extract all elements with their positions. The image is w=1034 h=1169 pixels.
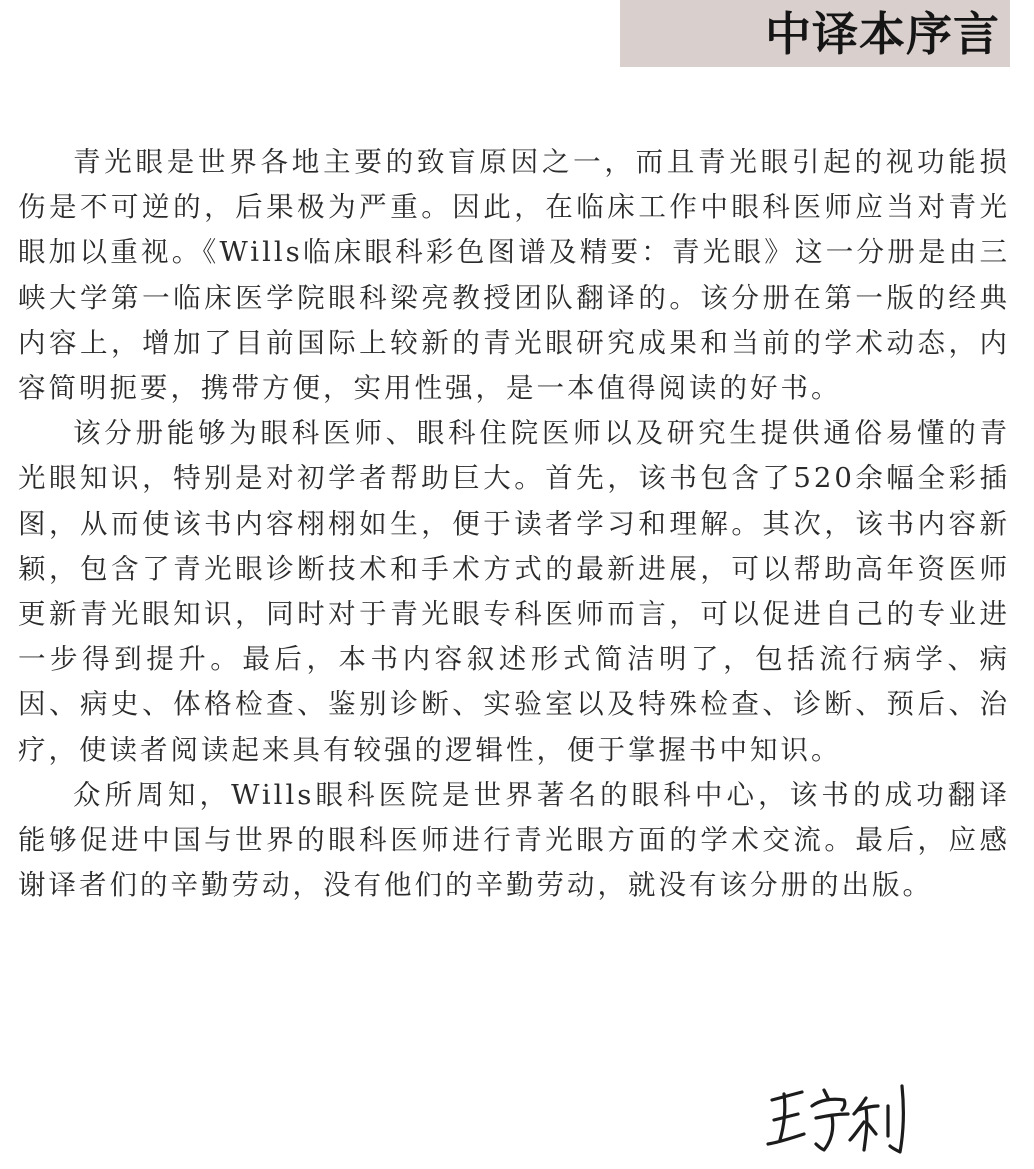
paragraph-1: 青光眼是世界各地主要的致盲原因之一，而且青光眼引起的视功能损伤是不可逆的，后果极为严重。因此，在临床工作中眼科医师应当对青光眼加以重视。《Wills临床眼科彩色图谱及精要：青光眼》这一分册是由三峡大学第一临床医学院眼科梁亮教授团队翻译的。该分册在第一版的经典内容上，增加了目前国际上较新的青光眼研究成果和当前的学术动态，内容简明扼要，携带方便，实用性强，是一本值得阅读的好书。 <box>18 146 1010 405</box>
paragraph-3: 众所周知，Wills眼科医院是世界著名的眼科中心，该书的成功翻译能够促进中国与世界的眼科医师进行青光眼方面的学术交流。最后，应感谢译者们的辛勤劳动，没有他们的辛勤劳动，就没有该分册的出版。 <box>18 778 1010 902</box>
page-title: 中译本序言 <box>765 6 1000 61</box>
preface-body <box>18 140 1010 908</box>
paragraph-2: 该分册能够为眼科医师、眼科住院医师以及研究生提供通俗易懂的青光眼知识，特别是对初学者帮助巨大。首先，该书包含了520余幅全彩插图，从而使该书内容栩栩如生，便于读者学习和理解。其次，该书内容新颖，包含了青光眼诊断技术和手术方式的最新进展，可以帮助高年资医师更新青光眼知识，同时对于青光眼专科医师而言，可以促进自己的专业进一步得到提升。最后，本书内容叙述形式简洁明了，包括流行病学、病因、病史、体格检查、鉴别诊断、实验室以及特殊检查、诊断、预后、治疗，使读者阅读起来具有较强的逻辑性，便于掌握书中知识。 <box>18 417 1010 766</box>
header-band <box>620 0 1010 67</box>
signature-icon <box>762 1078 922 1162</box>
